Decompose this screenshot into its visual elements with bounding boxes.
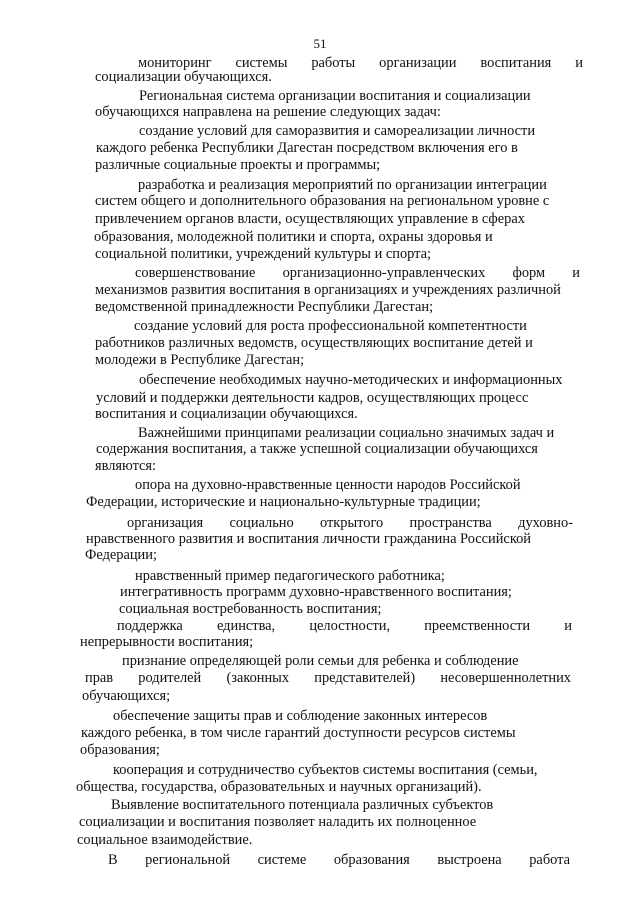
- word: социально: [229, 515, 294, 531]
- text-line: Выявление воспитательного потенциала различных субъектов: [111, 797, 494, 813]
- word: организация: [127, 515, 204, 531]
- text-line: каждого ребенка, в том числе гарантий доступности ресурсов системы: [81, 725, 516, 741]
- word: и: [564, 618, 572, 634]
- text-line: Федерации;: [85, 547, 157, 563]
- word: работы: [311, 55, 356, 71]
- word: целостности,: [309, 618, 391, 634]
- word: системе: [257, 852, 307, 868]
- text-line: [127, 515, 573, 532]
- text-line: образования;: [80, 742, 160, 758]
- word: работа: [529, 852, 570, 868]
- text-line: создание условий для саморазвития и самореализации личности: [139, 123, 536, 139]
- word: (законных: [226, 670, 290, 686]
- text-line: обучающихся;: [82, 688, 171, 704]
- word: пространства: [409, 515, 492, 531]
- word: единства,: [216, 618, 276, 634]
- word: духовно-: [518, 515, 573, 531]
- text-line: Региональная система организации воспитания и социализации: [139, 88, 531, 104]
- text-line: обеспечение необходимых научно-методических и информационных: [139, 372, 563, 388]
- text-line: Федерации, исторические и национально-культурные традиции;: [86, 494, 481, 510]
- word: воспитания: [480, 55, 552, 71]
- word: поддержка: [117, 618, 183, 634]
- text-line: обеспечение защиты прав и соблюдение законных интересов: [113, 708, 488, 724]
- text-line: Важнейшими принципами реализации социально значимых задач и: [138, 425, 555, 441]
- word: преемственности: [424, 618, 531, 634]
- text-line: социализации обучающихся.: [95, 69, 272, 85]
- word: В: [108, 852, 118, 868]
- text-line: механизмов развития воспитания в организациях и учреждениях различной: [95, 282, 561, 298]
- text-line: непрерывности воспитания;: [80, 634, 254, 650]
- text-line: систем общего и дополнительного образования на региональном уровне с: [95, 193, 550, 209]
- text-line: опора на духовно-нравственные ценности народов Российской: [135, 477, 521, 493]
- text-line: ведомственной принадлежности Республики Дагестан;: [95, 299, 434, 315]
- word: несовершеннолетних: [440, 670, 571, 686]
- word: и: [575, 55, 583, 71]
- text-line: [108, 852, 570, 869]
- word: совершенствование: [135, 265, 256, 281]
- text-line: обучающихся направлена на решение следующих задач:: [95, 104, 441, 120]
- text-line: условий и поддержки деятельности кадров, осуществляющих процесс: [96, 390, 529, 406]
- text-line: [135, 265, 580, 282]
- text-line: социальная востребованность воспитания;: [119, 601, 382, 617]
- word: представителей): [314, 670, 416, 686]
- text-line: образования, молодежной политики и спорта, охраны здоровья и: [94, 229, 493, 245]
- text-line: воспитания и социализации обучающихся.: [95, 406, 358, 422]
- text-line: социальной политики, учреждений культуры и спорта;: [95, 246, 432, 262]
- text-line: признание определяющей роли семьи для ребенка и соблюдение: [122, 653, 519, 669]
- text-line: являются:: [95, 458, 157, 474]
- text-line: [85, 670, 571, 687]
- word: образования: [333, 852, 410, 868]
- text-line: социализации и воспитания позволяет наладить их полноценное: [79, 814, 477, 830]
- text-line: социальное взаимодействие.: [77, 832, 253, 848]
- word: родителей: [138, 670, 202, 686]
- text-line: различные социальные проекты и программы;: [95, 157, 381, 173]
- word: системы: [235, 55, 288, 71]
- page-number: 51: [313, 36, 327, 51]
- word: и: [572, 265, 580, 281]
- text-line: молодежи в Республике Дагестан;: [95, 352, 305, 368]
- text-line: [117, 618, 572, 635]
- text-line: создание условий для роста профессиональной компетентности: [134, 318, 527, 334]
- word: открытого: [320, 515, 384, 531]
- text-line: разработка и реализация мероприятий по организации интеграции: [138, 177, 547, 193]
- text-line: нравственный пример педагогического работника;: [135, 568, 445, 584]
- text-line: интегративность программ духовно-нравственного воспитания;: [120, 584, 512, 600]
- text-line: содержания воспитания, а также успешной социализации обучающихся: [96, 441, 538, 457]
- text-line: работников различных ведомств, осуществляющих воспитание детей и: [95, 335, 533, 351]
- word: форм: [512, 265, 546, 281]
- word: мониторинг: [138, 55, 212, 71]
- word: организационно-управленческих: [282, 265, 486, 281]
- word: прав: [85, 670, 114, 686]
- text-line: кооперация и сотрудничество субъектов системы воспитания (семьи,: [113, 762, 538, 778]
- text-line: каждого ребенка Республики Дагестан посредством включения его в: [96, 140, 518, 156]
- word: выстроена: [437, 852, 502, 868]
- text-line: общества, государства, образовательных и научных организаций).: [76, 779, 482, 795]
- word: организации: [379, 55, 457, 71]
- word: региональной: [145, 852, 231, 868]
- text-line: привлечением органов власти, осуществляющих управление в сферах: [95, 211, 525, 227]
- text-line: нравственного развития и воспитания личности гражданина Российской: [86, 531, 531, 547]
